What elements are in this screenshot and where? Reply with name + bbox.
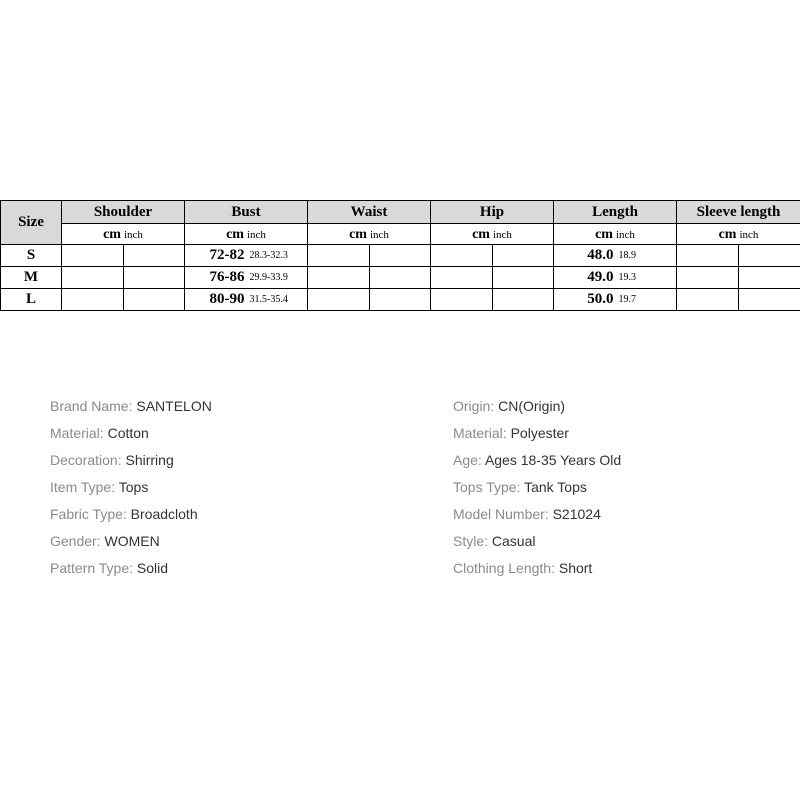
unit-inch-label: inch — [492, 229, 512, 241]
attribute-row — [50, 531, 212, 558]
attribute-key: Fabric Type: — [50, 506, 127, 522]
attributes-right-column — [453, 396, 621, 585]
attribute-value: Polyester — [510, 425, 569, 441]
unit-inch-label: inch — [123, 229, 143, 241]
attribute-value: Broadcloth — [130, 506, 198, 522]
attribute-row — [453, 450, 621, 477]
attribute-value: Tops — [118, 479, 149, 495]
unit-label — [62, 224, 185, 245]
attribute-value: WOMEN — [104, 533, 160, 549]
attribute-key: Material: — [50, 425, 104, 441]
attribute-value: Ages 18-35 Years Old — [484, 452, 622, 468]
unit-inch-label: inch — [739, 229, 759, 241]
cm-value: 72-82 — [185, 245, 247, 267]
size-row-s — [1, 245, 800, 267]
cm-value — [431, 267, 493, 289]
unit-cm-label: cm — [103, 227, 121, 242]
cm-value — [308, 245, 370, 267]
attribute-key: Clothing Length: — [453, 560, 555, 576]
cm-value — [431, 289, 493, 311]
inch-value — [493, 289, 554, 311]
inch-value: 19.7 — [616, 289, 677, 311]
attribute-row — [50, 558, 212, 585]
attribute-key: Pattern Type: — [50, 560, 134, 576]
attribute-row — [50, 477, 212, 504]
size-label: M — [1, 267, 62, 289]
size-row-l — [1, 289, 800, 311]
inch-value — [739, 267, 800, 289]
column-header-hip: Hip — [431, 201, 554, 224]
cm-value — [308, 267, 370, 289]
cm-value — [62, 289, 124, 311]
inch-value — [493, 245, 554, 267]
inch-value — [739, 289, 800, 311]
attribute-row — [50, 423, 212, 450]
column-header-waist: Waist — [308, 201, 431, 224]
unit-label — [677, 224, 800, 245]
unit-inch-label: inch — [246, 229, 266, 241]
size-header: Size — [1, 201, 62, 245]
cm-value: 80-90 — [185, 289, 247, 311]
attribute-key: Tops Type: — [453, 479, 521, 495]
attribute-row — [453, 396, 621, 423]
attribute-row — [453, 531, 621, 558]
inch-value — [370, 245, 431, 267]
inch-value: 19.3 — [616, 267, 677, 289]
attribute-value: Casual — [491, 533, 536, 549]
attribute-key: Brand Name: — [50, 398, 133, 414]
unit-cm-label: cm — [349, 227, 367, 242]
size-row-m — [1, 267, 800, 289]
inch-value — [124, 267, 185, 289]
attribute-key: Age: — [453, 452, 482, 468]
inch-value: 29.9-33.9 — [247, 267, 308, 289]
cm-value — [62, 267, 124, 289]
unit-label — [554, 224, 677, 245]
unit-label — [185, 224, 308, 245]
attribute-row — [50, 504, 212, 531]
unit-inch-label: inch — [369, 229, 389, 241]
cm-value — [431, 245, 493, 267]
cm-value: 48.0 — [554, 245, 616, 267]
size-label: S — [1, 245, 62, 267]
size-chart-table — [0, 200, 800, 311]
attribute-key: Origin: — [453, 398, 495, 414]
attribute-key: Decoration: — [50, 452, 122, 468]
unit-label — [431, 224, 554, 245]
inch-value — [370, 267, 431, 289]
inch-value — [739, 245, 800, 267]
attribute-key: Model Number: — [453, 506, 549, 522]
inch-value — [370, 289, 431, 311]
cm-value — [677, 245, 739, 267]
unit-cm-label: cm — [595, 227, 613, 242]
attribute-key: Style: — [453, 533, 489, 549]
size-chart-header-row — [1, 201, 800, 224]
unit-label — [308, 224, 431, 245]
attribute-row — [453, 423, 621, 450]
column-header-shoulder: Shoulder — [62, 201, 185, 224]
attributes-left-column — [50, 396, 212, 585]
unit-inch-label: inch — [615, 229, 635, 241]
cm-value — [677, 289, 739, 311]
cm-value — [62, 245, 124, 267]
inch-value: 28.3-32.3 — [247, 245, 308, 267]
unit-row — [1, 224, 800, 245]
attribute-key: Material: — [453, 425, 507, 441]
inch-value: 31.5-35.4 — [247, 289, 308, 311]
unit-cm-label: cm — [718, 227, 737, 242]
cm-value: 50.0 — [554, 289, 616, 311]
column-header-length: Length — [554, 201, 677, 224]
column-header-bust: Bust — [185, 201, 308, 224]
inch-value — [124, 245, 185, 267]
attribute-row — [453, 558, 621, 585]
attribute-key: Gender: — [50, 533, 101, 549]
attribute-value: S21024 — [552, 506, 601, 522]
cm-value — [308, 289, 370, 311]
attribute-value: Cotton — [107, 425, 149, 441]
cm-value: 76-86 — [185, 267, 247, 289]
attribute-value: Tank Tops — [524, 479, 587, 495]
column-header-sleeve-length: Sleeve length — [677, 201, 800, 224]
unit-cm-label: cm — [472, 227, 490, 242]
size-label: L — [1, 289, 62, 311]
attribute-row — [50, 450, 212, 477]
cm-value — [677, 267, 739, 289]
cm-value: 49.0 — [554, 267, 616, 289]
attribute-value: Solid — [136, 560, 169, 576]
unit-cm-label: cm — [226, 227, 244, 242]
attribute-row — [50, 396, 212, 423]
attribute-value: CN(Origin) — [498, 398, 566, 414]
attribute-value: Short — [558, 560, 593, 576]
attribute-value: SANTELON — [136, 398, 212, 414]
attribute-key: Item Type: — [50, 479, 116, 495]
attribute-row — [453, 504, 621, 531]
inch-value — [124, 289, 185, 311]
attribute-row — [453, 477, 621, 504]
inch-value — [493, 267, 554, 289]
attribute-value: Shirring — [125, 452, 174, 468]
inch-value: 18.9 — [616, 245, 677, 267]
